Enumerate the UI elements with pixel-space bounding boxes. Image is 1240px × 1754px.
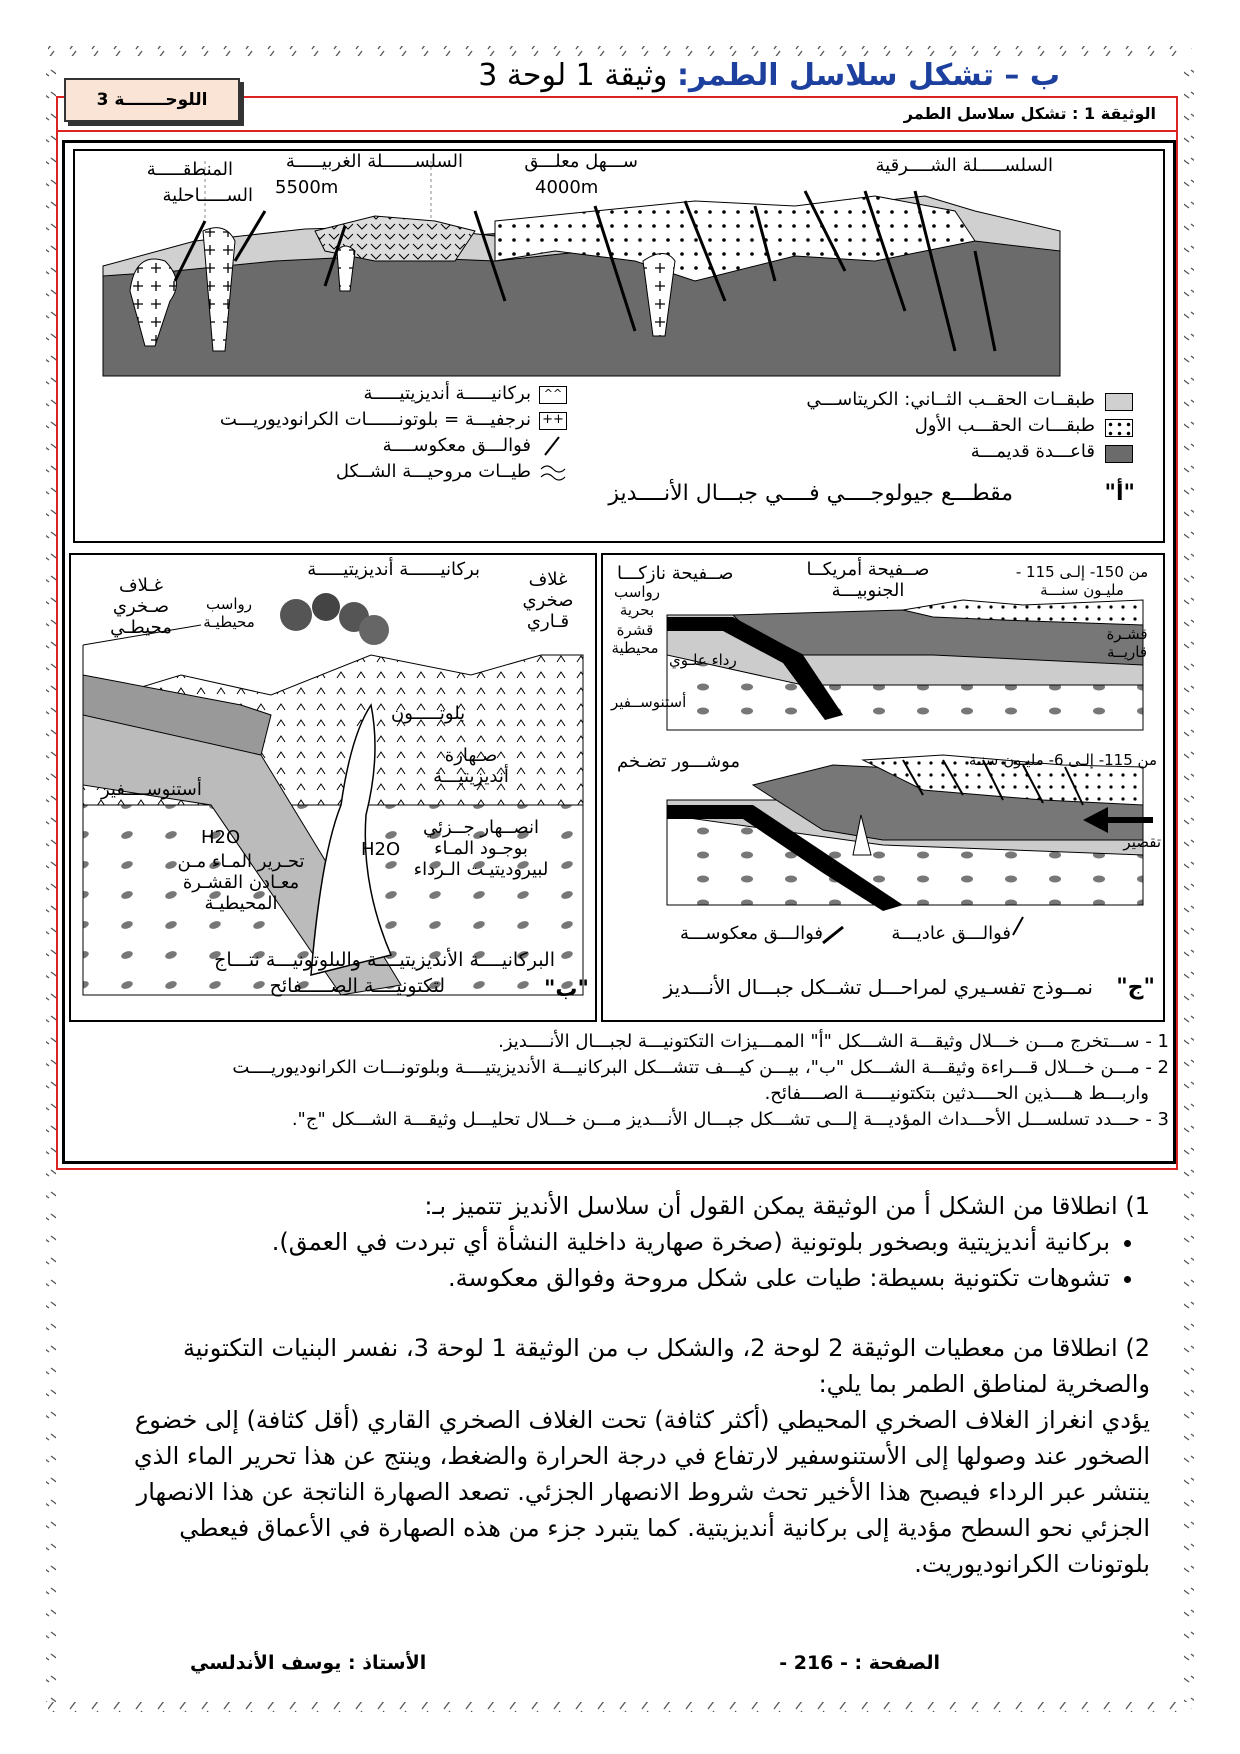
legend-basement: قاعـــدة قديمـــة: [970, 441, 1095, 462]
figure-c-panel: [601, 553, 1165, 1022]
label-volcanism: بركانيــــــة أنديزيتيـــــة: [307, 559, 480, 580]
label-coastal-1: المنطقـــــة: [146, 159, 233, 180]
label-h2o-1: H2O: [201, 827, 241, 848]
label-accretion-prism: موشـــور تضـخم: [617, 751, 741, 772]
label-upper-mantle: رداء علـوي: [669, 651, 737, 669]
page-number: الصفحة : - 216 -: [779, 1652, 940, 1674]
question-3: 3 - حـــدد تسلســـل الأحـــداث المؤديـــة إلـــى تشـــكل جبـــال الأنـــديز مـــن خـــلال تحليـــل وثيقـــة الشـــكل "ج".: [291, 1109, 1169, 1130]
label-oceanic-lithosphere: غـلاف صـخري محيطـي: [110, 575, 172, 638]
label-west-range: السلســــــلة الغربيـــــة: [285, 151, 463, 172]
legend-plutons: نرجفيـــة = بلوتونــــــات الكرانوديوريـــت: [219, 409, 531, 430]
question-1: 1 - ســـتخرج مـــن خـــلال وثيقـــة الشـــكل "أ" الممـــيزات التكتونيـــة لجبـــال الأنــــديز.: [498, 1031, 1169, 1052]
label-continental-crust: قشـرة قاريــة: [1106, 625, 1148, 661]
figure-a-caption: مقطـــع جيولوجــــي فــــي جبـــال الأنــــديز: [608, 481, 1013, 506]
legend-fan-folds: طيــات مروحيـــة الشــكل: [335, 461, 531, 482]
label-oceanic-sediments: رواسب محيطيـة: [203, 595, 255, 631]
label-east-range: السلســـــلة الشــــرقية: [875, 155, 1053, 176]
label-h2o-2: H2O: [361, 839, 401, 860]
answer-2: [90, 1330, 1150, 1582]
figure-c-caption: نمــوذج تفسـيري لمراحـــل تشــكل جبـــال الأنـــديز: [663, 975, 1093, 999]
legend-paleozoic: طبقـــات الحقـــب الأول: [914, 415, 1095, 436]
plate-label: اللوحـــــــة 3: [64, 78, 240, 122]
swatch-paleozoic: [1105, 419, 1133, 437]
answer-1-intro: 1) انطلاقا من الشكل أ من الوثيقة يمكن القول أن سلاسل الأنديز تتميز بـ:: [424, 1192, 1150, 1220]
title-prefix: ب – تشكل سلاسل الطمر:: [676, 58, 1060, 93]
label-west-altitude: 5500m: [275, 177, 339, 198]
label-plateau-altitude: 4000m: [535, 177, 599, 198]
label-asthenosphere: أستنوســــفير: [101, 779, 202, 800]
label-normal-faults: فوالـــق عاديـــة: [891, 923, 1011, 944]
figures-container: [62, 140, 1176, 1164]
answer-2-intro: 2) انطلاقا من معطيات الوثيقة 2 لوحة 2، والشكل ب من الوثيقة 1 لوحة 3، نفسر البنيات التكتونية والصخرية لمناطق الطمر بما يلي:: [182, 1334, 1150, 1398]
answer-1: [90, 1188, 1150, 1296]
reverse-fault-icon: [541, 435, 565, 457]
question-2-continued: وارب‍ـــط هــــذين الحــــدثين بتكتونيـــــة الصــــفائح.: [764, 1083, 1149, 1104]
divider: [56, 130, 1176, 132]
figure-b-caption-2: لتكتونيــــة الصـــــفائح: [269, 975, 445, 997]
label-water-release: تحـرير المـاء مـن معـادن القشـرة المحيطيـة: [177, 851, 305, 914]
figure-b-caption-1: البركانيــــة الأنديزيتيــــة والبلوتونيـــة نتـــاج: [214, 949, 555, 971]
label-nazca-plate: صــفيحة نازكـــا: [617, 563, 734, 584]
legend-cretaceous: طبقــات الحقــب الثــاني: الكريتاســـي: [806, 389, 1095, 410]
label-plateau: ســـهل معلـــق: [524, 151, 638, 172]
swatch-basement: [1105, 445, 1133, 463]
label-andesitic-magma: صـهارة أنديزيتيـــة: [433, 745, 509, 787]
label-pluton: بلوتـــــون: [391, 703, 466, 724]
label-continental-lithosphere: غلاف صخري قـاري: [522, 569, 574, 632]
figure-b-panel: [69, 553, 597, 1022]
answer-1-point-2: • تشوهات تكتونية بسيطة: طيات على شكل مروحة وفوالق معكوسة.: [90, 1260, 1110, 1296]
figure-c-tag: "ج": [1116, 975, 1155, 1000]
answer-2-body: يؤدي انغراز الغلاف الصخري المحيطي (أكثر كثافة) تحت الغلاف الصخري القاري (أقل كثافة) إلى خضوع الصخور عند وصولها إلى الأستنوسفير لارتفاع في درجة الحرارة والضغط، وينتج عن هذا تحرير الماء الذي ينتشر عبر الرداء فيصبح هذا الأخير تحث شروط الانصهار الجزئي. تصعد الصهارة الناتجة عن هذا الانصهار الجزئي نحو السطح مؤدية إلى بركانية أنديزيتية. كما يتبرد جزء من هذه الصهارة في الأعماق فيعطي بلوتونات الكرانوديوريت.: [133, 1406, 1150, 1578]
label-shortening: تقصير: [1123, 833, 1161, 851]
page-title: [478, 58, 1060, 93]
label-coastal-2: الســـــاحلية: [162, 185, 253, 206]
legend-reverse-faults: فوالـــق معكوســــة: [382, 435, 531, 456]
figure-a-panel: [73, 149, 1165, 543]
andes-formation-model: [603, 555, 1163, 1020]
legend-left: [115, 383, 575, 483]
question-2: 2 - مـــن خـــلال قـــراءة وثيقـــة الشـــكل "ب"، بيـــن كيـــف تتشـــكل البركانيـــة الأنديزيتيــــة وبلوتونـــات الكرانوديوريــــت: [232, 1057, 1169, 1078]
label-period-1: من 150- إلـى 115 - مليـون سنـــة: [1015, 563, 1149, 599]
title-rest: وثيقة 1 لوحة 3: [478, 58, 677, 93]
teacher-name: الأستاذ : يوسف الأندلسي: [190, 1652, 427, 1674]
figure-a-tag: "أ": [1104, 481, 1135, 506]
fold-icon: [539, 463, 567, 483]
swatch-cretaceous: [1105, 393, 1133, 411]
label-partial-melting: انصــهار جــزئي بوجـود المـاء لبيروديتيـت الـرداء: [413, 817, 549, 880]
label-marine-sediments: رواسب بحرية: [614, 583, 660, 619]
label-asthenosphere-c: أستنوســفير: [611, 693, 687, 711]
legend-andesitic: بركانيـــــة أنديزيتيـــــة: [363, 383, 531, 404]
figure-b-tag: "ب": [543, 977, 589, 1002]
label-period-2: من 115- إلـى 6- مليـون سنـة: [968, 751, 1157, 769]
swatch-andesitic: ^^: [539, 386, 567, 404]
label-south-america-plate: صــفيحة أمريكــا الجنوبيـــة: [806, 559, 930, 601]
label-oceanic-crust: قشرة محيطية: [611, 621, 659, 657]
label-reverse-faults-c: فوالـــق معكوســـة: [679, 923, 823, 944]
document-heading: الوثيقة 1 : تشكل سلاسل الطمر: [903, 104, 1156, 123]
swatch-plutons: ++: [539, 412, 567, 430]
answer-1-point-1: • بركانية أنديزيتية وبصخور بلوتونية (صخرة صهارية داخلية النشأة أي تبردت في العمق).: [90, 1224, 1110, 1260]
